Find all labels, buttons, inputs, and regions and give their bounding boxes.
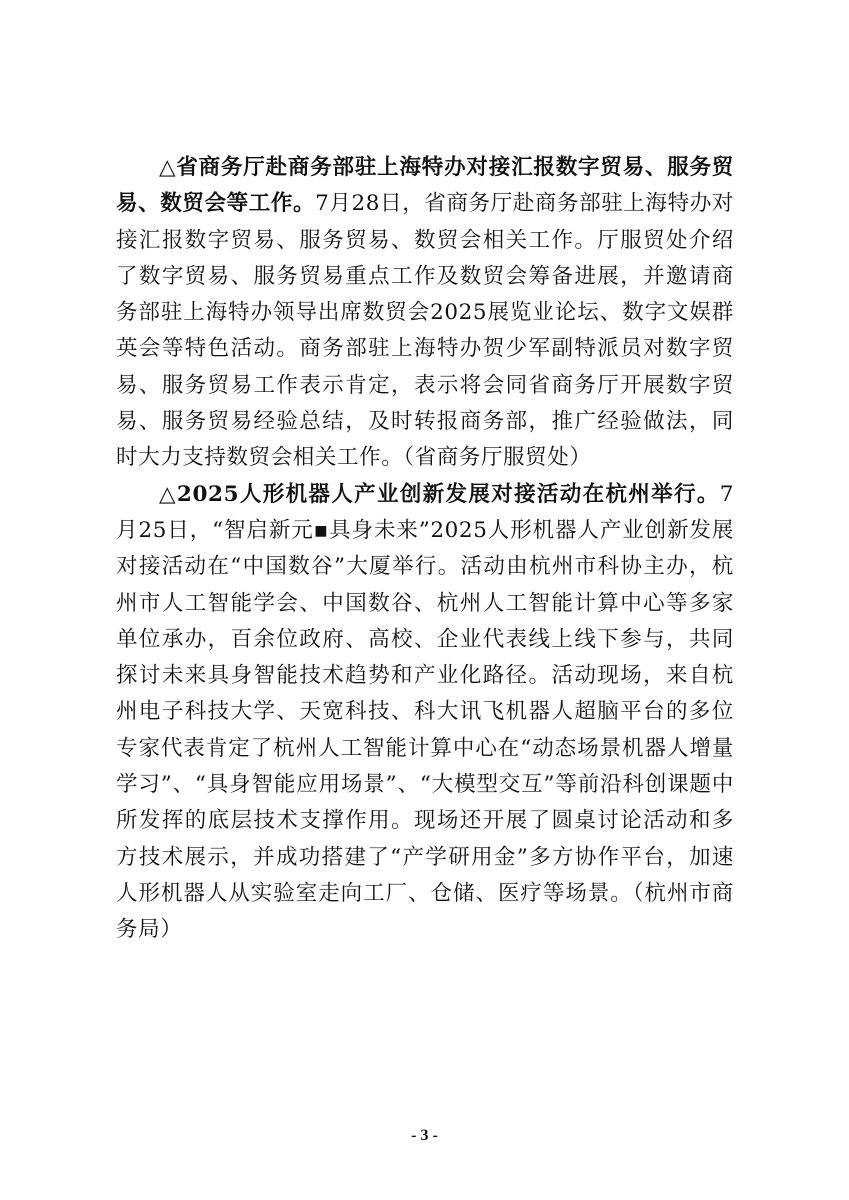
- news-item-headline: △2025人形机器人产业创新发展对接活动在杭州举行。: [159, 481, 720, 507]
- news-item-body: 7月25日，“智启新元▪具身未来”2025人形机器人产业创新发展对接活动在“中国数谷”大厦举行。活动由杭州市科协主办，杭州市人工智能学会、中国数谷、杭州人工智能计算中心等多家单位承办，百余位政府、高校、企业代表线上线下参与，共同探讨未来具身智能技术趋势和产业化路径。活动现场，来自杭州电子科技大学、天宽科技、科大讯飞机器人超脑平台的多位专家代表肯定了杭州人工智能计算中心在“动态场景机器人增量学习”、“具身智能应用场景”、“大模型交互”等前沿科创课题中所发挥的底层技术支撑作用。现场还开展了圆桌讨论活动和多方技术展示，并成功搭建了“产学研用金”多方协作平台，加速人形机器人从实验室走向工厂、仓储、医疗等场景。（杭州市商务局）: [116, 481, 734, 943]
- news-item-headline: △省商务厅赴商务部驻上海特办对接汇报数字贸易、服务贸易、数贸会等工作。: [116, 155, 734, 217]
- news-item-body: 7月28日，省商务厅赴商务部驻上海特办对接汇报数字贸易、服务贸易、数贸会相关工作。厅服贸处介绍了数字贸易、服务贸易重点工作及数贸会筹备进展，并邀请商务部驻上海特办领导出席数贸会2025展览业论坛、数字文娱群英会等特色活动。商务部驻上海特办贺少军副特派员对数字贸易、服务贸易工作表示肯定，表示将会同省商务厅开展数字贸易、服务贸易经验总结，及时转报商务部，推广经验做法，同时大力支持数贸会相关工作。（省商务厅服贸处）: [116, 191, 734, 471]
- news-item-robot-event: [116, 477, 734, 949]
- page-number: - 3 -: [411, 1127, 438, 1144]
- news-item-commerce-shanghai: [116, 150, 734, 477]
- document-body: [116, 150, 734, 949]
